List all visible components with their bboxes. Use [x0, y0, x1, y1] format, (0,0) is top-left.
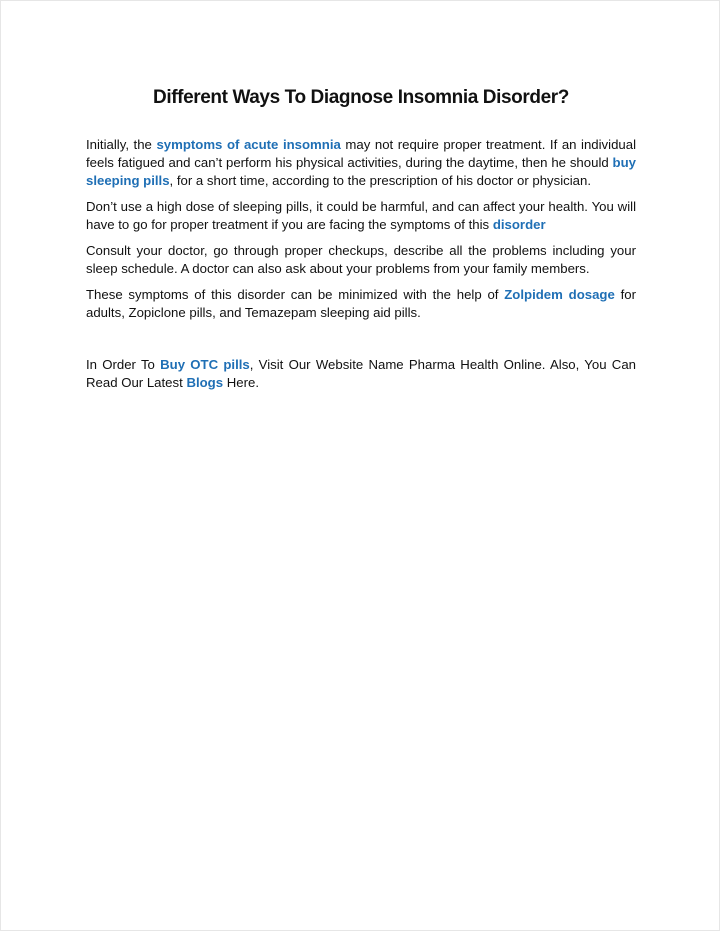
paragraph-consult-doctor [86, 242, 636, 278]
link-buy-sleeping-pills[interactable]: buy sleeping pills [86, 155, 636, 188]
link-buy-otc-pills[interactable]: Buy OTC pills [160, 357, 250, 372]
paragraph-medications [86, 286, 636, 322]
paragraph-text: Initially, the [86, 137, 157, 152]
document-title: Different Ways To Diagnose Insomnia Disorder? [153, 87, 569, 108]
paragraph-intro [86, 136, 636, 190]
link-symptoms-of-acute-insomnia[interactable]: symptoms of acute insomnia [156, 137, 341, 152]
paragraph-text: , for a short time, according to the prescription of his doctor or physician. [169, 173, 592, 188]
link-zolpidem-dosage[interactable]: Zolpidem dosage [504, 287, 615, 302]
link-blogs[interactable]: Blogs [186, 375, 224, 390]
paragraph-text: may not require proper treatment. If an individual feels fatigued and can’t perform his physical activities, during the daytime, then he should [86, 137, 637, 170]
document-body [86, 87, 636, 400]
paragraph-text: These symptoms of this disorder can be minimized with the help of [86, 287, 505, 302]
paragraph-text: , Visit Our Website Name Pharma Health Online. Also, You Can Read Our Latest [86, 357, 636, 390]
link-disorder[interactable]: disorder [492, 217, 546, 232]
paragraph-text: In Order To [86, 357, 161, 372]
paragraph-call-to-action [86, 356, 636, 392]
paragraph-text: Consult your doctor, go through proper checkups, describe all the problems including your sleep schedule. A doctor can also ask about your problems from your family members. [86, 243, 636, 276]
paragraph-text: Don’t use a high dose of sleeping pills, it could be harmful, and can affect your health. You will have to go for proper treatment if you are facing the symptoms of this [86, 199, 636, 232]
paragraph-text: Here. [223, 375, 259, 390]
paragraph-text: for adults, Zopiclone pills, and Temazepam sleeping aid pills. [86, 287, 636, 320]
paragraph-dosage-warning [86, 198, 636, 234]
